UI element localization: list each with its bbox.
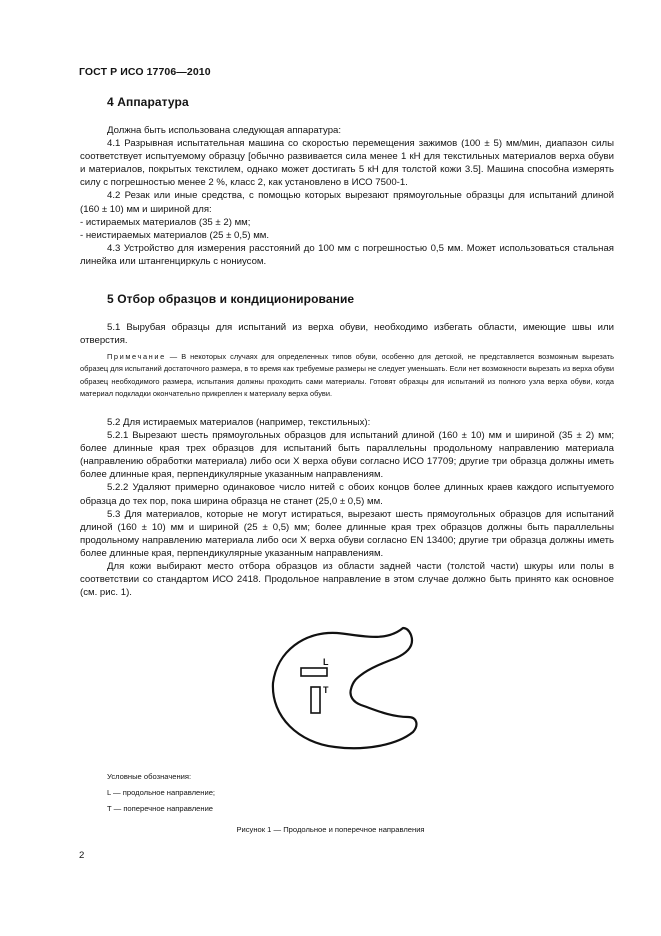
section-4-heading: 4 Аппаратура [107, 95, 189, 109]
paragraph-4-2: 4.2 Резак или иные средства, с помощью которых вырезают прямоугольные образцы для испытаний длиной (160 ± 10) мм и шириной для: [80, 190, 614, 215]
hide-sampling-figure [265, 625, 425, 760]
figure-legend [107, 769, 215, 817]
section-4-intro: Должна быть использована следующая аппаратура: [107, 125, 342, 136]
paragraph-5-3: 5.3 Для материалов, которые не могут истираться, вырезают шесть прямоугольных образцов для испытаний длиной (160 ± 10) мм и шириной (25 ± 0,5) мм; более длинные края трех образцов должны быть параллельны продольному направлению материала либо оси X верха обуви согласно EN 13400; другие три образца должны иметь более длинные края, перпендикулярные указанным направлениям. [80, 508, 614, 559]
note-block [80, 351, 614, 400]
list-item-non-abradable: - неистираемых материалов (25 ± 0,5) мм. [80, 229, 270, 241]
hide-outline [273, 628, 417, 748]
paragraph-5-1: 5.1 Вырубая образцы для испытаний из верха обуви, необходимо избегать области, имеющие швы или отверстия. [80, 322, 614, 347]
list-item-abradable: - истираемых материалов (35 ± 2) мм; [80, 216, 251, 228]
legend-L: L — продольное направление; [107, 788, 216, 797]
note-text: — В некоторых случаях для определенных типов обуви, особенно для детской, не представляется возможным вырезать образец для испытаний достаточного размера, в то время как требуемые размеры не следует уменьшать. Если нет возможности вырезать из верха обуви образец необходимого размера, испытания должны проходить сами материалы. Готовят образцы для испытаний из полного узла верха обуви, когда материал подкладки окончательно прикреплен к материалу верха обуви. [80, 352, 614, 398]
paragraph-5-2: 5.2 Для истираемых материалов (например, текстильных): [107, 417, 371, 428]
legend-T: T — поперечное направление [107, 804, 214, 813]
label-L: L [323, 657, 329, 667]
section-5-body [80, 416, 614, 599]
paragraph-5-2-2: 5.2.2 Удаляют примерно одинаковое число нитей с обоих концов более длинных краев каждого испытуемого образца до тех пор, пока ширина образца не станет (25,0 ± 0,5) мм. [80, 482, 614, 507]
paragraph-5-1-block [80, 321, 614, 347]
figure-caption: Рисунок 1 — Продольное и поперечное направления [236, 825, 425, 834]
section-5-heading: 5 Отбор образцов и кондиционирование [107, 292, 355, 306]
label-T: T [323, 685, 329, 695]
section-4-body [80, 124, 614, 268]
note-label: Примечание [107, 352, 166, 361]
standard-header: ГОСТ Р ИСО 17706—2010 [79, 66, 211, 78]
page-number: 2 [79, 850, 85, 861]
longitudinal-sample [301, 668, 327, 676]
paragraph-leather: Для кожи выбирают место отбора образцов из области задней части (толстой части) шкуры или полы в соответствии со стандартом ИСО 2418. Продольное направление в этом случае должно быть принято как основное (см. рис. 1). [80, 561, 614, 599]
paragraph-5-2-1: 5.2.1 Вырезают шесть прямоугольных образцов для испытаний длиной (160 ± 10) мм и шириной (35 ± 2) мм; более длинные края трех образцов для испытаний быть параллельны продольному направлению материала (направлению обработки материала) либо оси X верха обуви согласно ИСО 17709; другие три образца должны иметь более длинные края, перпендикулярные указанным направлениям. [80, 430, 614, 481]
legend-title: Условные обозначения: [107, 772, 192, 781]
paragraph-4-1: 4.1 Разрывная испытательная машина со скоростью перемещения зажимов (100 ± 5) мм/мин, диапазон силы соответствует испытуемому образцу [обычно развивается сила менее 1 кН для текстильных материалов верха обуви и материалов, покрытых текстилем, однако может достигать 5 кН для толстой кожи 3.5]. Машина способна измерять силу с погрешностью менее 2 %, класс 2, как установлено в ИСО 7500-1. [80, 138, 614, 189]
paragraph-4-3: 4.3 Устройство для измерения расстояний до 100 мм с погрешностью 0,5 мм. Может использоваться стальная линейка или штангенциркуль с нониусом. [80, 242, 614, 267]
transverse-sample [311, 687, 320, 713]
